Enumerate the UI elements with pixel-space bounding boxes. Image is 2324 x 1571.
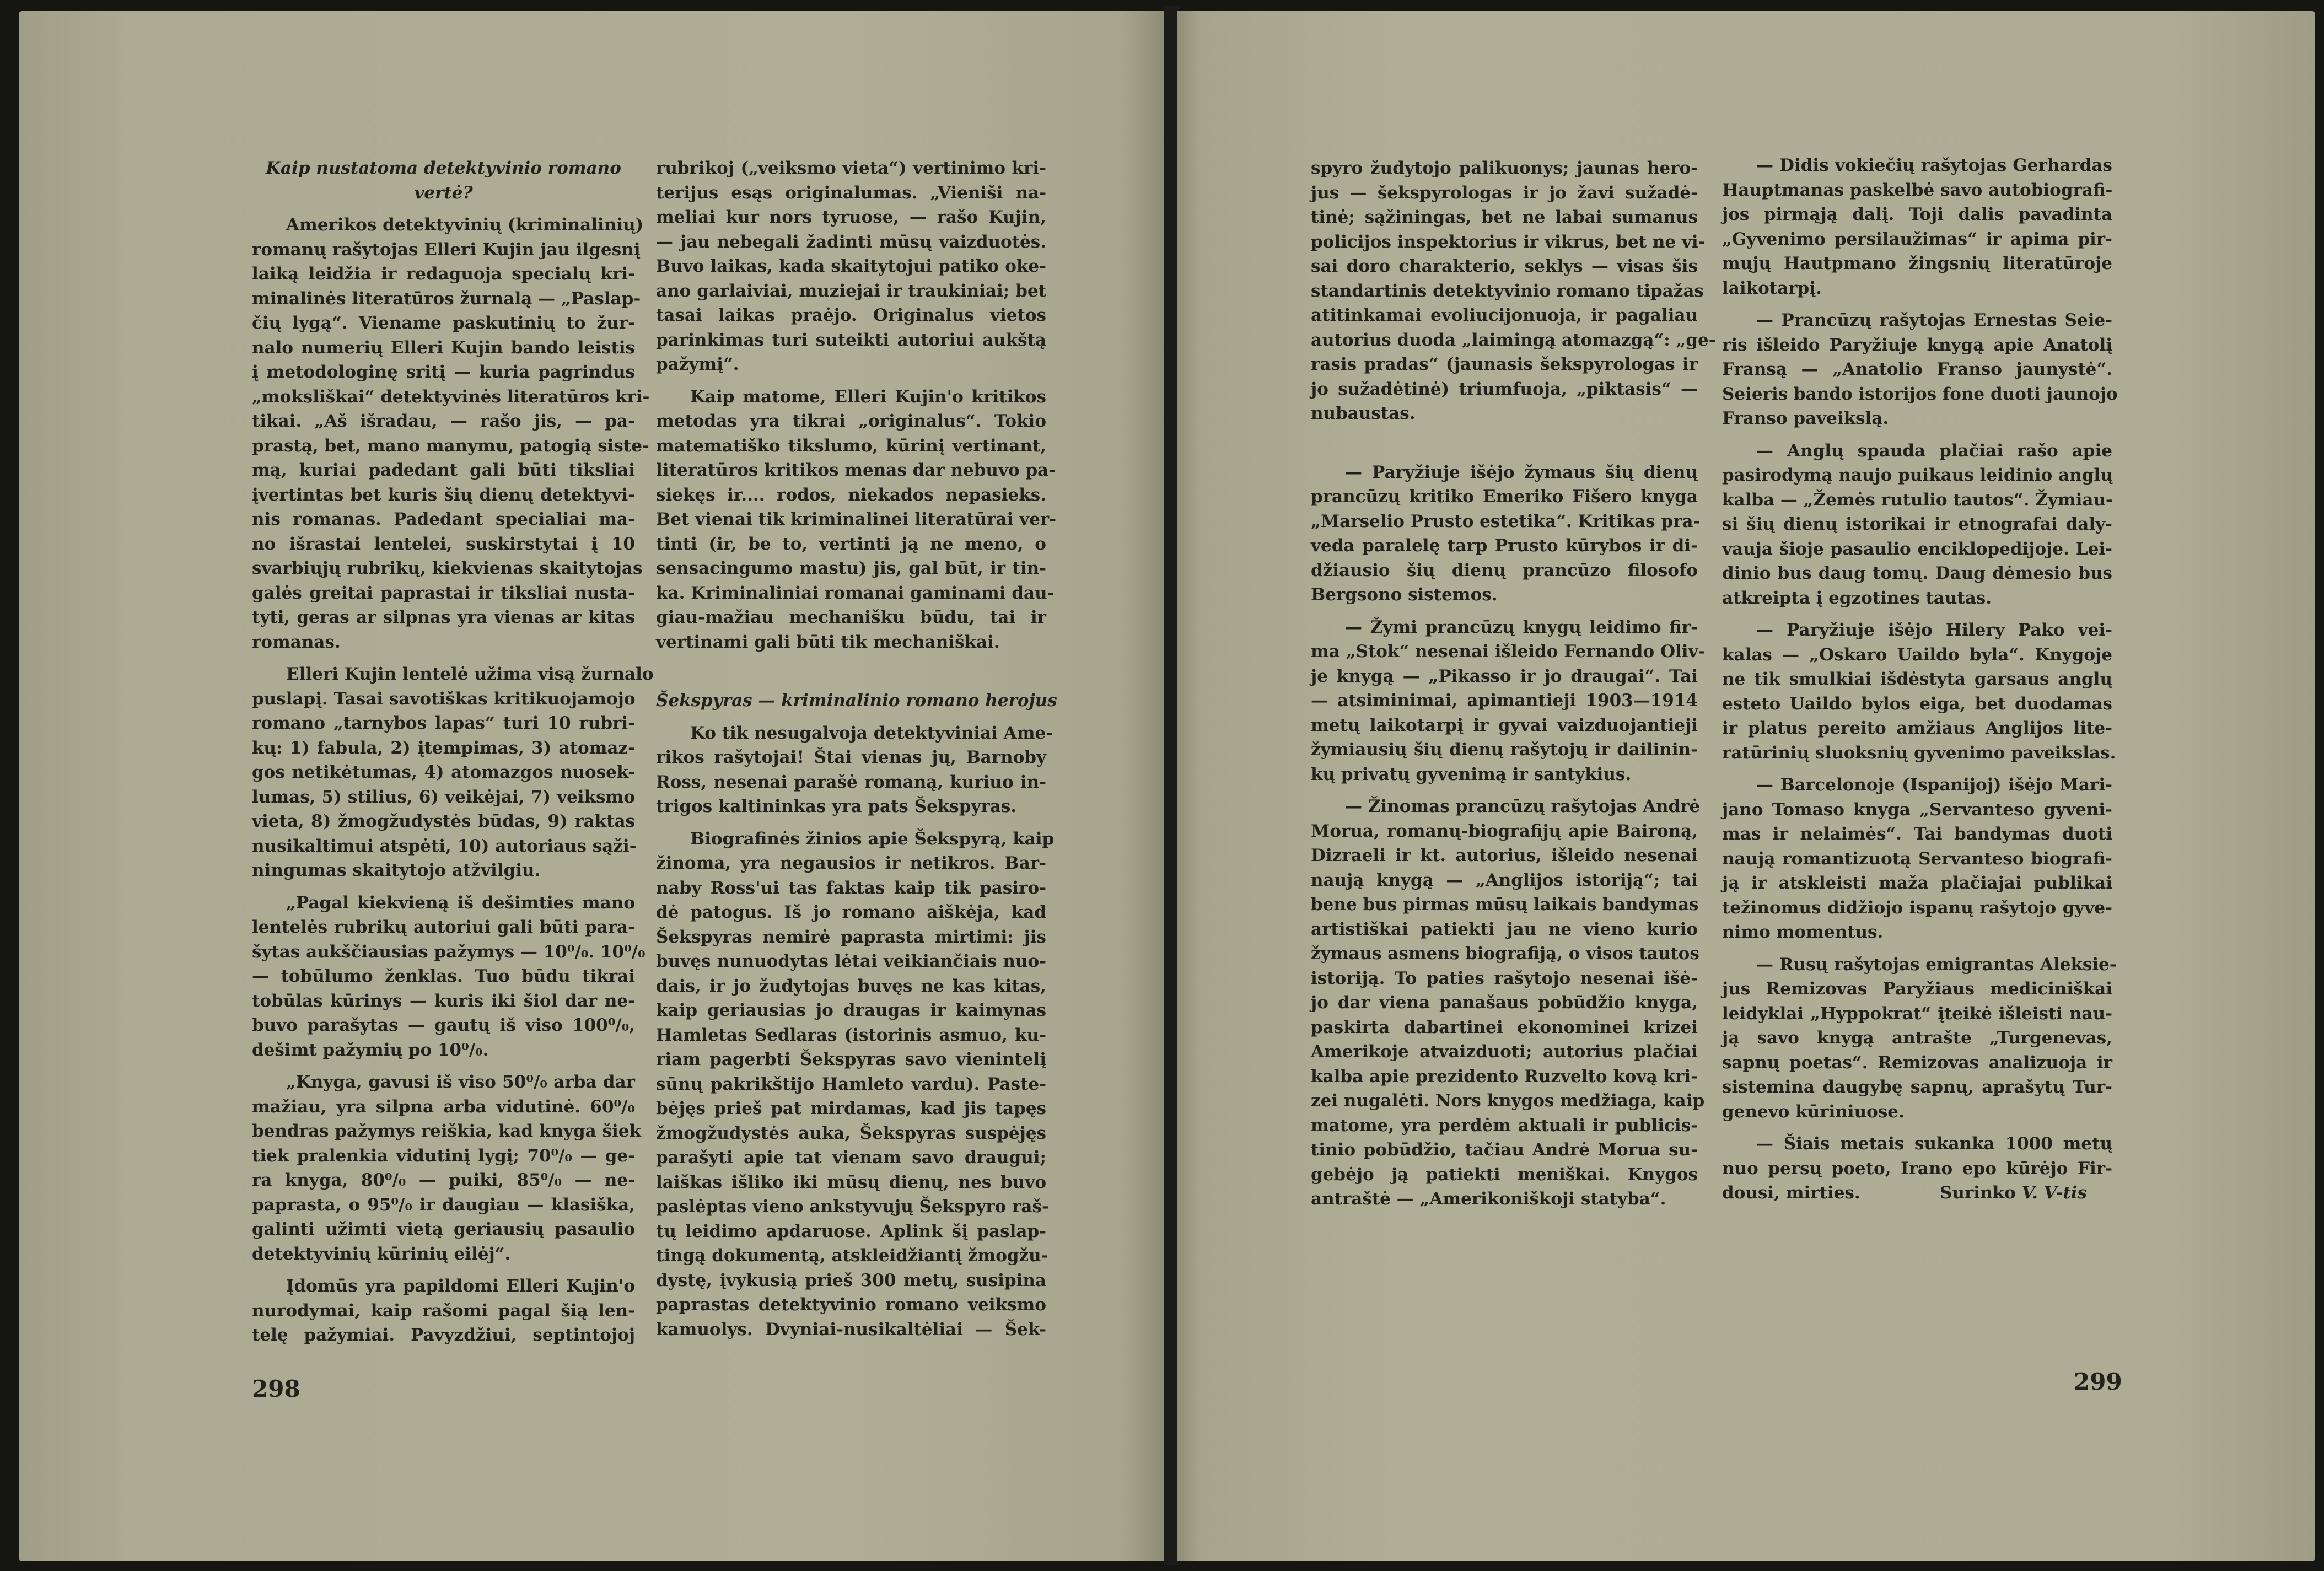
text-line: dousi, mirties. [1722,1183,1860,1203]
text-line: policijos inspektorius ir vikrus, bet ne vi- [1311,232,1706,252]
text-line: bene bus pirmas mūsų laikais bandymas [1311,895,1699,914]
text-line: — Šiais metais sukanka 1000 metų [1756,1134,2112,1154]
text-line: terijus esąs originalumas. „Vieniši na- [656,182,1046,203]
text-line: gebėjo ją patiekti meniškai. Knygos [1311,1164,1698,1185]
text-line: paslėptas vieno ankstyvųjų Šekspyro raš- [656,1197,1049,1217]
text-line: jano Tomaso knyga „Servanteso gyveni- [1722,799,2112,820]
text-line: jus — šekspyrologas ir jo žavi sužadė- [1311,182,1698,203]
text-line: paprasta, o 95⁰/₀ ir daugiau — klasiška, [252,1195,635,1215]
text-line: Šekspyras — kriminalinio romano herojus [656,691,1057,711]
text-line: mažiau, yra silpna arba vidutinė. 60⁰/₀ [252,1096,635,1117]
signature [1722,1181,2112,1206]
text-line: prancūzų kritiko Emeriko Fišero knyga [1311,487,1698,507]
text-line: esteto Uaildo bylos eiga, bet duodamas [1722,693,2112,714]
text-line: kų privatų gyvenimą ir santykius. [1311,764,1632,784]
text-line: Franso paveikslą. [1722,408,1889,428]
text-line: svarbiųjų rubrikų, kiekvienas skaitytojas [252,558,643,578]
text-line: težinomus didžiojo ispanų rašytojo gyve- [1722,897,2112,918]
text-line: siekęs ir.... rodos, niekados nepasieks. [656,485,1046,505]
text-line: žymaus asmens biografiją, o visos tautos [1311,944,1699,964]
text-line: — jau nebegali žadinti mūsų vaizduotės. [656,232,1046,252]
text-line: artistiškai patiekti jau ne vieno kurio [1311,919,1698,939]
text-line: čių lygą“. Viename paskutinių to žur- [252,313,635,333]
text-line: džiausio šių dienų prancūzo filosofo [1311,560,1698,580]
text-line: dinio bus daug tomų. Daug dėmesio bus [1722,563,2112,583]
text-line: nis romanas. Padedant specialiai ma- [252,509,635,529]
text-line: ir platus pereito amžiaus Anglijos lite- [1722,718,2112,738]
text-line: — Žinomas prancūzų rašytojas Andrė [1345,797,1701,816]
text-line: kamuolys. Dvyniai-nusikaltėliai — Šek- [656,1319,1046,1339]
text-line: metodas yra tikrai „originalus“. Tokio [656,411,1046,431]
text-line: žmogžudystės auka, Šekspyras suspėjęs [656,1123,1046,1143]
text-line: antraštė — „Amerikoniškoji statyba“. [1311,1189,1666,1209]
paragraph [1722,618,2116,765]
text-line: Amerikoje atvaizduoti; autorius plačiai [1311,1042,1698,1062]
text-line: nalo numerių Elleri Kujin bando leistis [252,337,635,358]
text-line: „Gyvenimo persilaužimas“ ir apima pir- [1722,229,2112,249]
text-line: gos netikėtumas, 4) atomazgos nuosek- [252,762,635,782]
text-line: „Knyga, gavusi iš viso 50⁰/₀ arba dar [286,1072,635,1092]
text-column [1722,153,2118,1206]
text-line: nubaustas. [1311,403,1416,423]
text-line: rasis pradas“ (jaunasis šekspyrologas ir [1311,354,1698,374]
text-line: Hauptmanas paskelbė savo autobiografi- [1722,180,2113,200]
text-line: Bergsono sistemos. [1311,585,1498,605]
text-line: laiką leidžia ir redaguoja specialų kri- [252,264,635,284]
signature-line [1722,1181,2112,1206]
text-line: jo sužadėtinė) triumfuoja, „piktasis“ — [1311,379,1698,399]
text-line: vauja šioje pasaulio enciklopedijoje. Lei- [1722,539,2112,559]
text-line: lentelės rubrikų autoriui gali būti para- [252,917,635,937]
text-line: ją savo knygą antrašte „Turgenevas, [1722,1028,2112,1048]
paragraph [1722,1132,2112,1181]
author-initials: V. V-tis [2021,1183,2087,1203]
text-line: Šekspyras nemirė paprasta mirtimi: jis [656,927,1046,947]
text-line: Įdomūs yra papildomi Elleri Kujin'o [286,1276,635,1296]
text-line: į metodologinę sritį — kuria pagrindus [252,362,635,382]
text-line: ne tik smulkiai išdėstyta garsaus anglų [1722,669,2112,689]
text-line: tinti (ir, be to, vertinti ją ne meno, o [656,534,1046,554]
text-line: mas ir nelaimės“. Tai bandymas duoti [1722,824,2112,844]
text-line: laiškas išliko iki mūsų dienų, nes buvo [656,1172,1046,1192]
text-line: bendras pažymys reiškia, kad knyga šiek [252,1121,641,1141]
paragraph [252,213,650,654]
text-line: tingą dokumentą, atskleidžiantį žmogžu- [656,1246,1048,1266]
text-line: kaip geriausias jo draugas ir kaimynas [656,1000,1046,1020]
text-line: kalba apie prezidento Ruzvelto kovą kri- [1311,1066,1698,1086]
paragraph [1722,439,2112,611]
text-line: istoriją. To paties rašytojo nesenai išė- [1311,968,1698,988]
text-line: — atsiminimai, apimantieji 1903—1914 [1311,691,1698,711]
text-line: Morua, romanų-biografijų apie Baironą, [1311,821,1698,841]
text-line: paskirta dabartinei ekonominei krizei [1311,1017,1698,1037]
paragraph [1311,156,1716,426]
text-line: dešimt pažymių po 10⁰/₀. [252,1040,489,1060]
text-line: paprastas detektyvinio romano veiksmo [656,1295,1046,1315]
text-line: jus Remizovas Paryžiaus mediciniškai [1722,979,2112,999]
text-line: Kaip nustatoma detektyvinio romano [266,158,621,178]
text-line: zei nugalėti. Nors knygos medžiaga, kaip [1311,1091,1705,1111]
text-line: „Pagal kiekvieną iš dešimties mano [286,892,635,913]
text-line: pažymį“. [656,354,739,374]
text-line: žinoma, yra negausios ir netikros. Bar- [656,853,1046,873]
text-line: literatūros kritikos menas dar nebuvo pa- [656,460,1056,480]
text-line: tiek pralenkia vidutinį lygį; 70⁰/₀ — ge- [252,1145,635,1166]
text-line: — Paryžiuje išėjo Hilery Pako vei- [1756,620,2112,640]
text-line: no išrastai lentelei, suskirstytai į 10 [252,534,635,554]
text-line: kalas — „Oskaro Uaildo byla“. Knygoje [1722,644,2112,665]
text-line: buvęs nunuodytas lėtai veikiančiais nuo- [656,951,1046,971]
text-line: je knygą — „Pikasso ir jo draugai“. Tai [1311,666,1698,686]
paragraph [656,827,1055,1342]
text-line: „moksliškai“ detektyvinės literatūros kri- [252,386,650,407]
text-line: romanų rašytojas Elleri Kujin jau ilgesnį [252,239,641,260]
text-line: autorius duoda „laimingą atomazgą“: „ge- [1311,330,1716,350]
text-column [252,156,654,1348]
text-line: — Paryžiuje išėjo žymaus šių dienų [1345,462,1698,482]
text-line: si šių dienų istorikai ir etnografai daly- [1722,514,2112,534]
text-line: tikai. „Aš išradau, — rašo jis, — pa- [252,411,635,431]
text-line: romanas. [252,632,341,652]
text-line: mųjų Hautpmano žingsnių literatūroje [1722,254,2112,273]
text-line: galinti užimti vietą geriausių pasaulio [252,1219,635,1239]
text-line: standartinis detektyvinio romano tipažas [1311,281,1704,301]
text-line: — Barcelonoje (Ispanijoj) išėjo Mari- [1756,775,2112,795]
text-line: dystę, įvykusią prieš 300 metų, susipina [656,1270,1046,1290]
paragraph [1722,308,2118,431]
text-line: mą, kuriai padedant gali būti tiksliai [252,460,635,480]
text-line: nurodymai, kaip rašomi pagal šią len- [252,1300,635,1321]
text-line: metų laikotarpį ir gyvai vaizduojantieji [1311,715,1698,735]
text-line: Hamletas Sedlaras (istorinis asmuo, ku- [656,1025,1046,1045]
text-line: Elleri Kujin lentelė užima visą žurnalo [286,664,654,684]
text-line: — Anglų spauda plačiai rašo apie [1756,440,2112,461]
text-line: Seieris bando istorijos fone duoti jaunojo [1722,384,2118,404]
text-line: šytas aukščiausias pažymys — 10⁰/₀. 10⁰/₀ [252,941,645,962]
text-line: nuo persų poeto, Irano epo kūrėjo Fir- [1722,1158,2112,1179]
text-line: — tobūlumo ženklas. Tuo būdu tikrai [252,966,635,986]
text-line: tinė; sąžiningas, bet ne labai sumanus [1311,207,1698,227]
text-line: Ross, nesenai parašė romaną, kuriuo in- [656,772,1046,792]
text-line: genevo kūriniuose. [1722,1101,1905,1122]
text-line: — Prancūzų rašytojas Ernestas Seie- [1756,310,2112,330]
text-line: tasai laikas praėjo. Originalus vietos [656,305,1046,325]
text-line: įvertintas bet kuris šių dienų detektyvi- [252,485,635,505]
paragraph [656,385,1057,655]
text-line: žymiausių šių dienų rašytojų ir dailinin- [1311,740,1698,760]
text-line: naby Ross'ui tas faktas kaip tik pasiro- [656,878,1046,898]
text-column [1311,156,1716,1212]
text-line: minalinės literatūros žurnalą — „Paslap- [252,288,641,309]
text-line: matome, yra perdėm aktuali ir publicis- [1311,1115,1698,1136]
text-line: ano garlaiviai, muziejai ir traukiniai; bet [656,281,1046,301]
paragraph [1311,460,1701,607]
text-line: jo dar viena panašaus pobūdžio knyga, [1311,993,1698,1013]
text-line: lumas, 5) stilius, 6) veikėjai, 7) veiksmo [252,787,635,807]
text-line: vertė? [414,182,473,203]
text-line: sensacingumo mastu) jis, gal būt, ir tin- [656,558,1046,578]
paragraph [1722,953,2117,1125]
text-line: telę pažymiai. Pavyzdžiui, septintojoj [252,1325,635,1345]
text-line: Dizraeli ir kt. autorius, išleido nesenai [1311,846,1698,865]
text-line: jos pirmąją dalį. Toji dalis pavadinta [1722,205,2112,224]
text-line: ningumas skaitytojo atžvilgiu. [252,860,541,880]
text-line: — Didis vokiečių rašytojas Gerhardas [1756,155,2112,175]
text-line: detektyvinių kūrinių eilėj“. [252,1244,511,1264]
text-line: sūnų pakrikštijo Hamleto vardu). Paste- [656,1074,1046,1094]
text-line: — Rusų rašytojas emigrantas Aleksie- [1756,954,2117,975]
text-line: „Marselio Prusto estetika“. Kritikas pra- [1311,511,1701,531]
text-line: Amerikos detektyvinių (kriminalinių) [286,215,644,235]
text-line: bėjęs prieš pat mirdamas, kad jis tapęs [656,1099,1046,1118]
text-line: laikotarpį. [1722,278,1822,298]
paragraph [1311,615,1706,787]
text-line: — Žymi prancūzų knygų leidimo fir- [1345,617,1698,637]
text-line: atitinkamai evoliucijonuoja, ir pagaliau [1311,305,1698,325]
text-line: matematiško tikslumo, kūrinį vertinant, [656,435,1046,456]
text-line: riam pagerbti Šekspyras savo vienintelį [656,1050,1046,1069]
text-line: ratūrinių sluoksnių gyvenimo paveikslas. [1722,743,2116,763]
text-line: kų: 1) fabula, 2) įtempimas, 3) atomaz- [252,738,635,758]
text-line: vertinami gali būti tik mechaniškai. [656,632,1000,652]
text-line: Ko tik nesugalvoja detektyviniai Ame- [690,723,1053,743]
text-line: puslapį. Tasai savotiškas kritikuojamojo [252,688,636,709]
text-line: dais, ir jo žudytojas buvęs ne kas kitas, [656,976,1046,996]
text-line: veda paralelę tarp Prusto kūrybos ir di- [1311,536,1698,556]
text-line: ka. Kriminaliniai romanai gaminami dau- [656,583,1055,603]
text-line: Kaip matome, Elleri Kujin'o kritikos [690,386,1046,407]
text-line: tyti, geras ar silpnas yra vienas ar kitas [252,607,635,627]
text-line: sai doro charakterio, seklys — visas šis [1311,256,1698,276]
text-line: sistemina daugybę sapnų, aprašytų Tur- [1722,1077,2112,1097]
text-line: naują romantizuotą Servanteso biografi- [1722,848,2112,869]
page-number: 299 [2074,1368,2122,1395]
text-line: atkreipta į egzotines tautas. [1722,588,1992,608]
text-line: ma „Stok“ nesenai išleido Fernando Oliv- [1311,642,1706,661]
compiler-credit [1940,1181,2087,1206]
text-line: prastą, bet, mano manymu, patogią siste- [252,435,649,456]
paragraph [656,721,1053,819]
paragraph [252,1070,641,1266]
text-line: romano „tarnybos lapas“ turi 10 rubri- [252,713,635,733]
text-line: rikos rašytojai! Štai vienas jų, Barnoby [656,747,1046,767]
text-line: buvo parašytas — gautų iš viso 100⁰/₀, [252,1015,635,1035]
book-spine [1164,6,1179,1565]
section-heading [252,156,635,205]
text-line: Buvo laikas, kada skaitytojui patiko oke- [656,256,1046,276]
text-line: vieta, 8) žmogžudystės būdas, 9) raktas [252,811,635,831]
text-line: nimo momentus. [1722,922,1884,942]
text-line: tobūlas kūrinys — kuris iki šiol dar ne- [252,991,635,1011]
credit-label: Surinko [1940,1183,2016,1203]
paragraph [656,156,1046,377]
text-column [656,156,1057,1342]
text-line: pasirodymą naujo puikaus leidinio anglų [1722,465,2113,485]
text-line: sapnų poetas“. Remizovas analizuoja ir [1722,1052,2112,1073]
paragraph [1722,153,2112,300]
text-line: nusikaltimui atspėti, 10) autoriaus sąži- [252,836,637,856]
text-line: Fransą — „Anatolio Franso jaunystė“. [1722,359,2112,379]
text-line: kalba — „Žemės rutulio tautos“. Žymiau- [1722,489,2113,510]
paragraph [252,891,645,1063]
page-number: 298 [252,1375,300,1402]
text-line: galės greitai paprastai ir tiksliai nusta- [252,583,635,603]
text-line: tų leidimo apdaruose. Aplink šį paslap- [656,1221,1046,1241]
text-line: ra knyga, 80⁰/₀ — puiki, 85⁰/₀ — ne- [252,1170,635,1190]
text-line: tinio pobūdžio, tačiau Andrė Morua su- [1311,1140,1698,1160]
text-line: dė patogus. Iš jo romano aiškėja, kad [656,902,1046,922]
paragraph [252,1274,635,1348]
text-line: spyro žudytojo palikuonys; jaunas hero- [1311,158,1698,178]
section-heading [656,688,1057,713]
text-line: rubrikoj („veiksmo vieta“) vertinimo kri- [656,158,1046,178]
text-line: Bet vienai tik kriminalinei literatūrai ver- [656,509,1057,529]
text-line: giau-mažiau mechanišku būdu, tai ir [656,607,1046,627]
text-line: parinkimas turi suteikti autoriui aukštą [656,330,1046,350]
text-line: naują knygą — „Anglijos istoriją“; tai [1311,870,1698,890]
text-line: meliai kur nors tyruose, — rašo Kujin, [656,207,1046,227]
text-line: leidyklai „Hyppokrat“ įteikė išleisti nau- [1722,1003,2112,1024]
text-line: ją ir atskleisti maža plačiajai publikai [1722,873,2112,893]
paragraph [1722,773,2112,945]
text-line: trigos kaltininkas yra pats Šekspyras. [656,797,1017,816]
text-line: Biografinės žinios apie Šekspyrą, kaip [690,828,1055,849]
text-line: parašyti apie tat vienam savo draugui; [656,1148,1046,1168]
text-line: ris išleido Paryžiuje knygą apie Anatolį [1722,335,2112,355]
paragraph [252,662,654,883]
paragraph [1311,794,1705,1212]
